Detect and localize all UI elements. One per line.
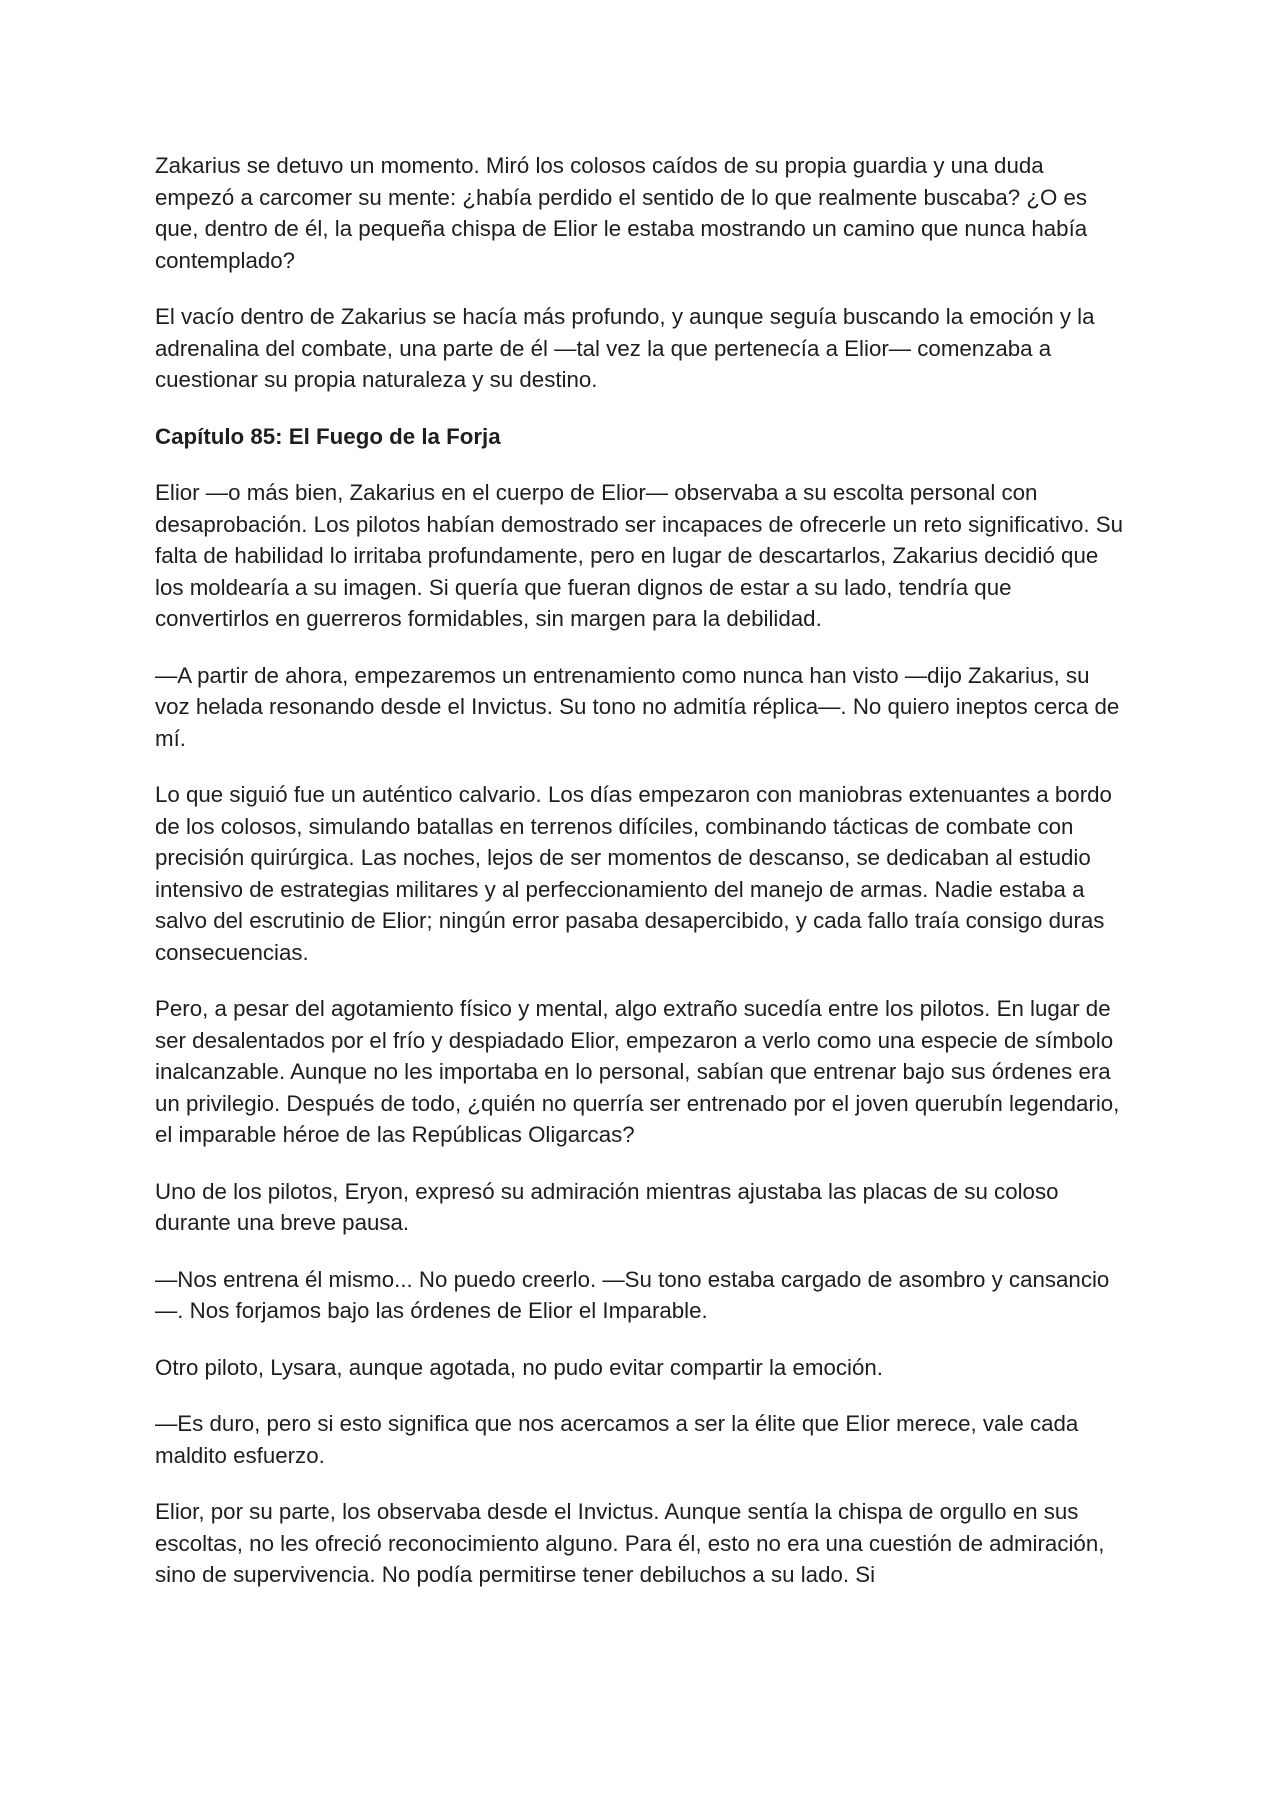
- paragraph: —Es duro, pero si esto significa que nos acercamos a ser la élite que Elior merece, vale cada maldito esfuerzo.: [155, 1411, 1079, 1468]
- document-page: [155, 150, 1125, 1616]
- paragraph: Elior —o más bien, Zakarius en el cuerpo de Elior— observaba a su escolta personal con desaprobación. Los pilotos habían demostrado ser incapaces de ofrecerle un reto significativo. Su falta de habilidad lo irritaba profundamente, pero en lugar de descartarlos, Zakarius decidió que los moldearía a su imagen. Si quería que fueran dignos de estar a su lado, tendría que convertirlos en guerreros formidables, sin margen para la debilidad.: [155, 480, 1124, 631]
- paragraph: Pero, a pesar del agotamiento físico y mental, algo extraño sucedía entre los pilotos. En lugar de ser desalentados por el frío y despiadado Elior, empezaron a verlo como una especie de símbolo inalcanzable. Aunque no les importaba en lo personal, sabían que entrenar bajo sus órdenes era un privilegio. Después de todo, ¿quién no querría ser entrenado por el joven querubín legendario, el imparable héroe de las Repúblicas Oligarcas?: [155, 996, 1120, 1147]
- chapter-heading: Capítulo 85: El Fuego de la Forja: [155, 423, 501, 449]
- paragraph: Uno de los pilotos, Eryon, expresó su admiración mientras ajustaba las placas de su coloso durante una breve pausa.: [155, 1178, 1059, 1235]
- paragraph: El vacío dentro de Zakarius se hacía más profundo, y aunque seguía buscando la emoción y la adrenalina del combate, una parte de él —tal vez la que pertenecía a Elior— comenzaba a cuestionar su propia naturaleza y su destino.: [155, 304, 1095, 392]
- paragraph: Otro piloto, Lysara, aunque agotada, no pudo evitar compartir la emoción.: [155, 1354, 883, 1380]
- paragraph: Elior, por su parte, los observaba desde el Invictus. Aunque sentía la chispa de orgullo en sus escoltas, no les ofreció reconocimiento alguno. Para él, esto no era una cuestión de admiración, sino de supervivencia. No podía permitirse tener debiluchos a su lado. Si: [155, 1499, 1105, 1587]
- paragraph: Lo que siguió fue un auténtico calvario. Los días empezaron con maniobras extenuantes a bordo de los colosos, simulando batallas en terrenos difíciles, combinando tácticas de combate con precisión quirúrgica. Las noches, lejos de ser momentos de descanso, se dedicaban al estudio intensivo de estrategias militares y al perfeccionamiento del manejo de armas. Nadie estaba a salvo del escrutinio de Elior; ningún error pasaba desapercibido, y cada fallo traía consigo duras consecuencias.: [155, 782, 1112, 965]
- paragraph: —A partir de ahora, empezaremos un entrenamiento como nunca han visto —dijo Zakarius, su voz helada resonando desde el Invictus. Su tono no admitía réplica—. No quiero ineptos cerca de mí.: [155, 662, 1120, 751]
- paragraph: —Nos entrena él mismo... No puedo creerlo. —Su tono estaba cargado de asombro y cansancio—. Nos forjamos bajo las órdenes de Elior el Imparable.: [155, 1266, 1110, 1323]
- paragraph: Zakarius se detuvo un momento. Miró los colosos caídos de su propia guardia y una duda empezó a carcomer su mente: ¿había perdido el sentido de lo que realmente buscaba? ¿O es que, dentro de él, la pequeña chispa de Elior le estaba mostrando un camino que nunca había contemplado?: [155, 153, 1088, 273]
